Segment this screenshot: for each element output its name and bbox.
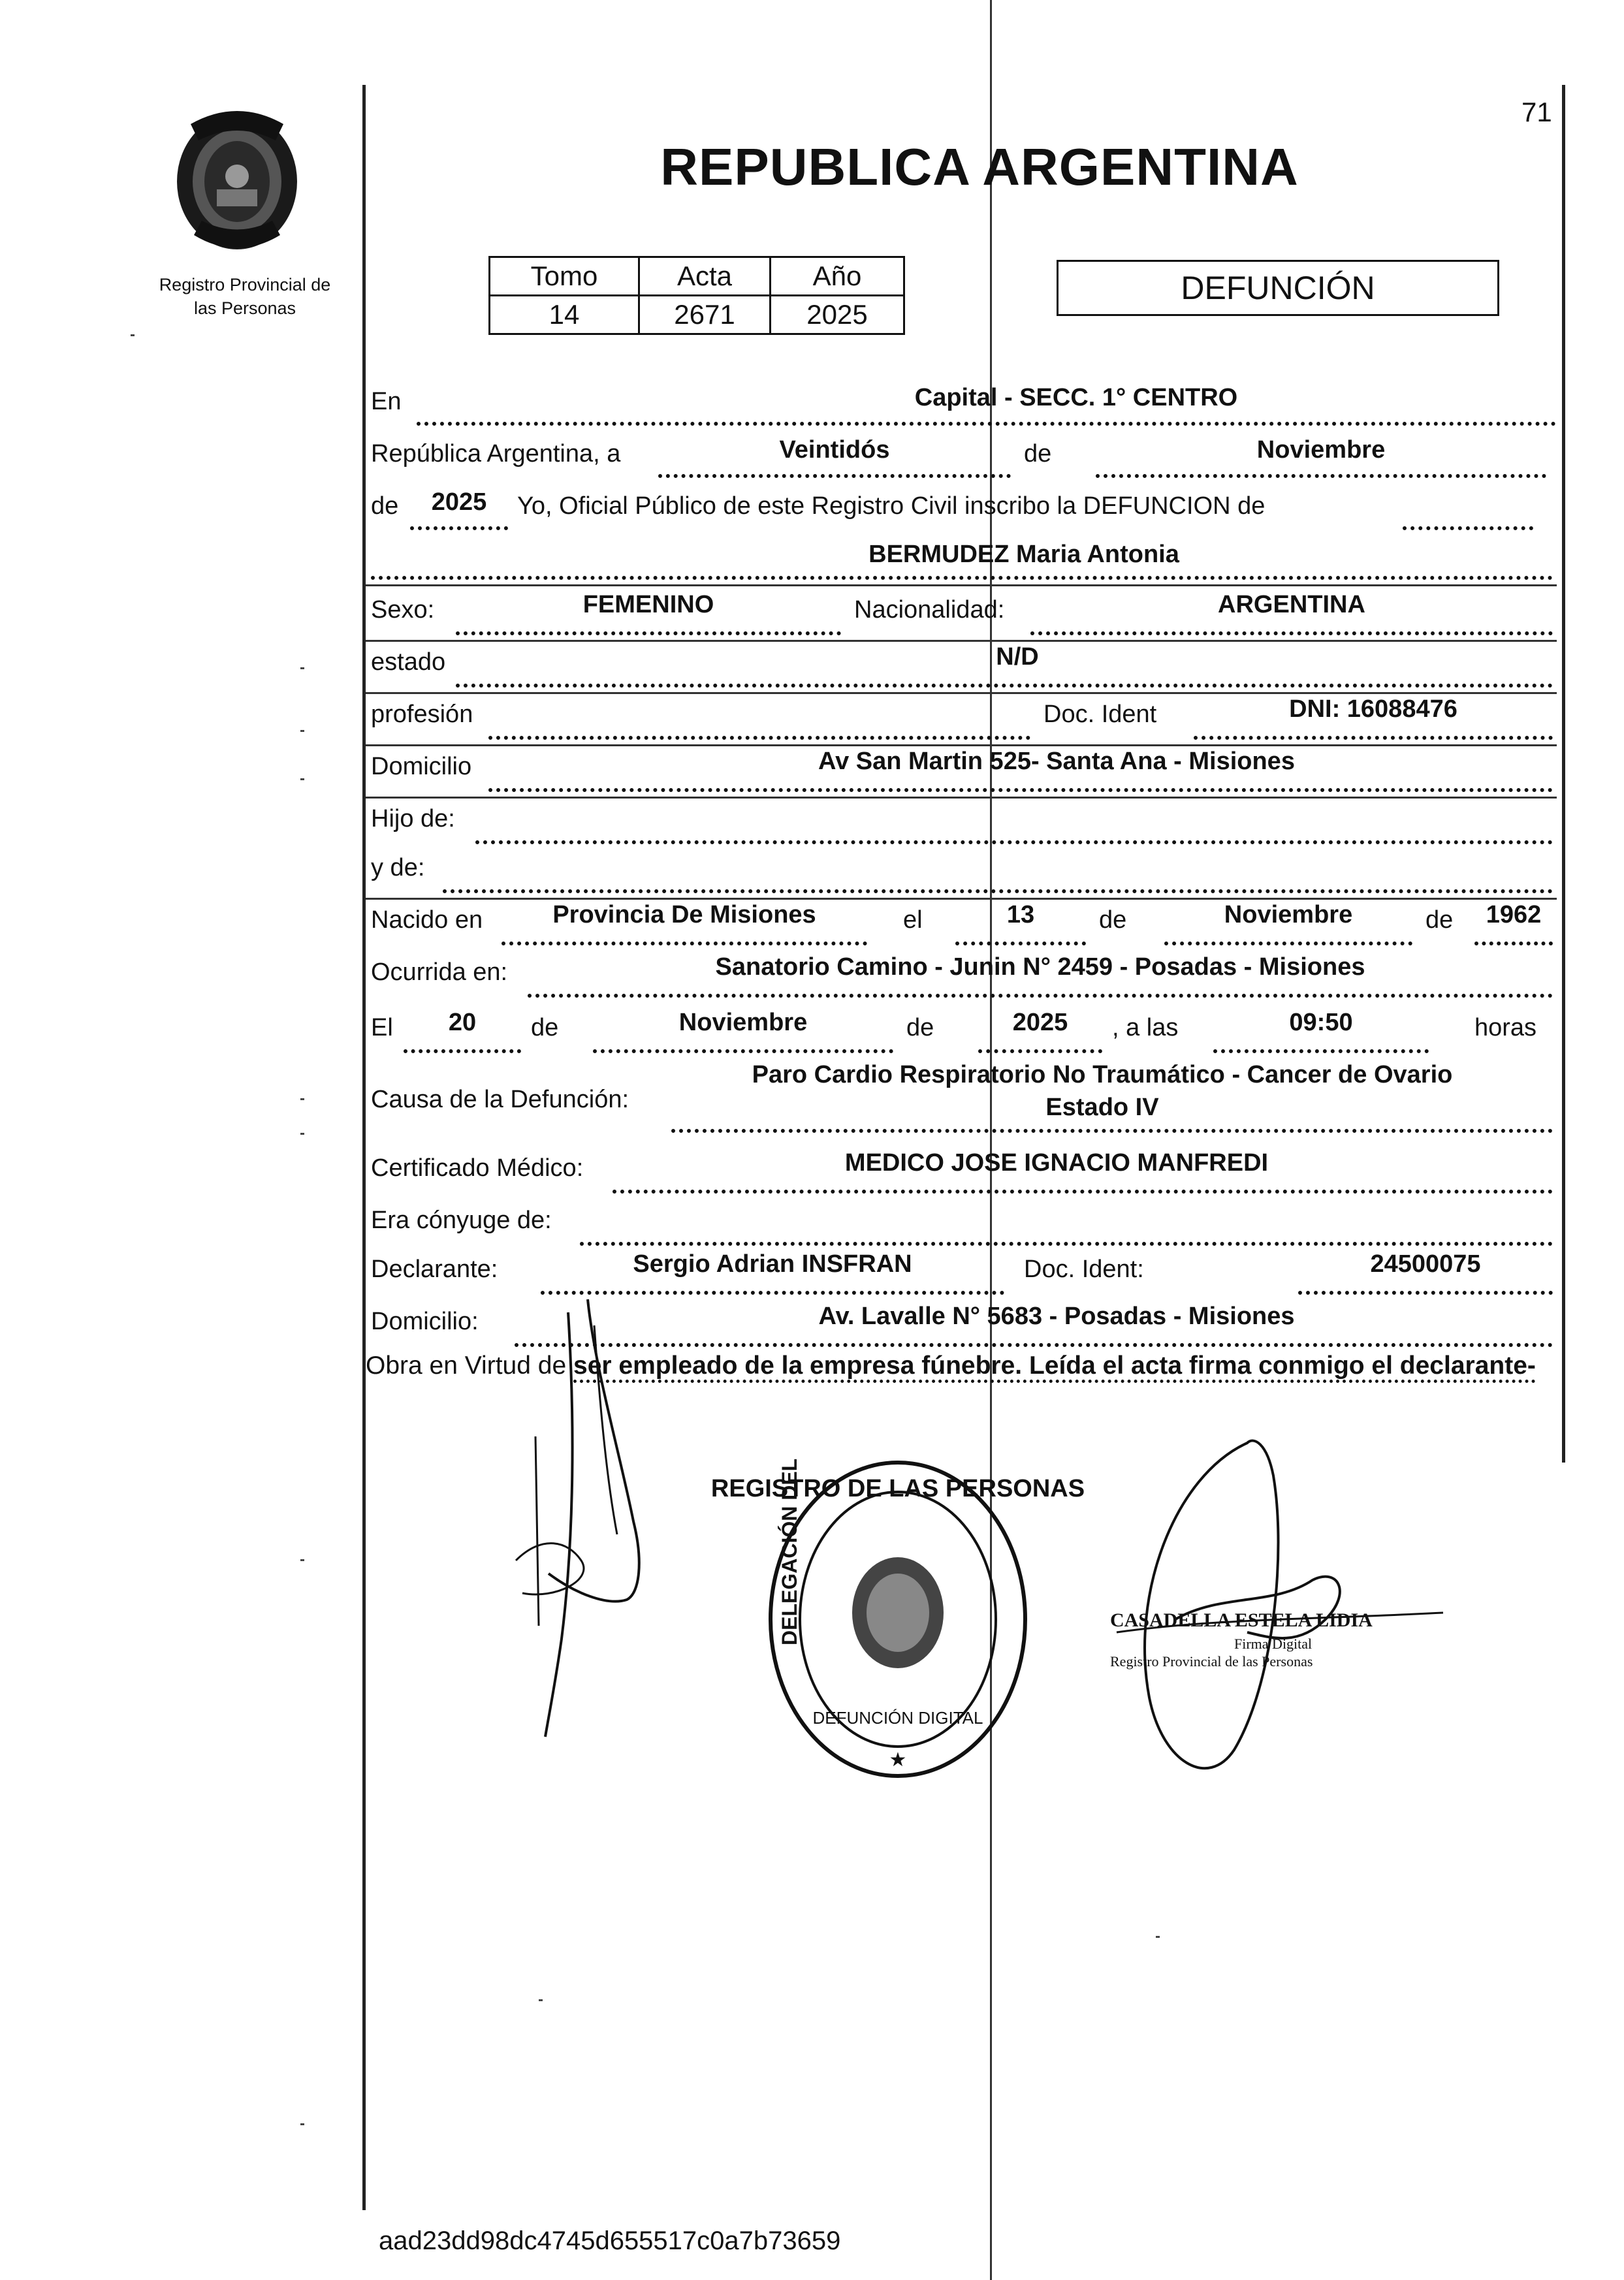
row-declarant: Declarante: Sergio Adrian INSFRAN Doc. Ident: 24500075 xyxy=(371,1250,1553,1296)
page-number: 71 xyxy=(1521,97,1552,127)
place-value: Capital - SECC. 1° CENTRO xyxy=(914,384,1238,411)
row-certificate: Certificado Médico: MEDICO JOSE IGNACIO MANFREDI xyxy=(371,1149,1553,1195)
declarant-value: Sergio Adrian INSFRAN xyxy=(633,1250,912,1278)
cause-line1: Paro Cardio Respiratorio No Traumático - Cancer de Ovario xyxy=(752,1061,1453,1088)
svg-text:DELEGACIÓN DEL: DELEGACIÓN DEL xyxy=(778,1458,801,1645)
tomo-value: 14 xyxy=(490,296,639,334)
registry-label: Registro Provincial de las Personas xyxy=(159,275,331,318)
row-inscription: de 2025 Yo, Oficial Público de este Registro Civil inscribo la DEFUNCION de xyxy=(371,488,1553,534)
row-cause-of-death: Causa de la Defunción: Paro Cardio Respiratorio No Traumático - Cancer de Ovario Estado IV xyxy=(371,1061,1553,1133)
record-type-box: DEFUNCIÓN xyxy=(1057,260,1499,316)
civil-status-value: N/D xyxy=(996,643,1039,671)
left-margin-rule xyxy=(362,85,366,2210)
svg-text:REGISTRO DE LAS PERSONAS: REGISTRO DE LAS PERSONAS xyxy=(710,1475,1085,1502)
official-role1: Firma Digital xyxy=(1234,1636,1313,1652)
document-hash: aad23dd98dc4745d655517c0a7b73659 xyxy=(379,2226,841,2255)
row-en: En Capital - SECC. 1° CENTRO xyxy=(371,384,1553,430)
acta-header: Acta xyxy=(639,257,771,296)
registry-seal-stamp xyxy=(710,1449,1085,1789)
svg-text:DEFUNCIÓN DIGITAL: DEFUNCIÓN DIGITAL xyxy=(812,1708,983,1728)
row-mother: y de: xyxy=(371,849,1553,895)
death-day-value: 20 xyxy=(448,1009,477,1036)
row-sex-nationality: Sexo: FEMENINO Nacionalidad: ARGENTINA xyxy=(371,591,1553,637)
row-death-date: El 20 de Noviembre de 2025 , a las 09:50 horas xyxy=(371,1009,1553,1054)
death-year-value: 2025 xyxy=(1012,1009,1068,1036)
cause-line2: Estado IV xyxy=(1045,1094,1159,1121)
deceased-name-value: BERMUDEZ Maria Antonia xyxy=(868,541,1179,568)
dni-value: DNI: 16088476 xyxy=(1289,695,1457,723)
row-deceased-name xyxy=(371,535,1553,581)
acta-value: 2671 xyxy=(639,296,771,334)
address-value: Av San Martin 525- Santa Ana - Misiones xyxy=(818,748,1295,775)
official-role2: Registro Provincial de las Personas xyxy=(1110,1653,1313,1670)
row-address: Domicilio Av San Martin 525- Santa Ana - Misiones xyxy=(371,748,1553,793)
row-father: Hijo de: xyxy=(371,800,1553,846)
declarant-doc-value: 24500075 xyxy=(1370,1250,1481,1278)
declarant-signature-icon xyxy=(477,1286,686,1743)
declarant-address-value: Av. Lavalle N° 5683 - Posadas - Misiones xyxy=(818,1303,1295,1330)
right-margin-rule xyxy=(1562,85,1565,1463)
row-birth: Nacido en Provincia De Misiones el 13 de Noviembre de 1962 xyxy=(371,901,1553,947)
tomo-header: Tomo xyxy=(490,257,639,296)
year-value: 2025 xyxy=(431,488,487,516)
official-name: CASADELLA ESTELA LIDIA xyxy=(1110,1609,1373,1631)
closing-statement: Obra en Virtud de ser empleado de la empresa fúnebre. Leída el acta firma conmigo el declarante- xyxy=(366,1349,1561,1383)
volume-record-table xyxy=(488,256,905,335)
row-date-words: República Argentina, a Veintidós de Noviembre xyxy=(371,436,1553,482)
anio-header: Año xyxy=(771,257,904,296)
sex-value: FEMENINO xyxy=(582,591,714,618)
birth-month-value: Noviembre xyxy=(1224,901,1353,928)
month-value: Noviembre xyxy=(1256,436,1386,464)
place-of-death-value: Sanatorio Camino - Junin N° 2459 - Posadas - Misiones xyxy=(715,953,1365,981)
row-declarant-address: Domicilio: Av. Lavalle N° 5683 - Posadas - Misiones xyxy=(371,1303,1553,1348)
closing-value: ser empleado de la empresa fúnebre. Leída el acta firma conmigo el declarante- xyxy=(573,1352,1536,1383)
row-profession-doc: profesión Doc. Ident DNI: 16088476 xyxy=(371,695,1553,741)
death-time-value: 09:50 xyxy=(1289,1009,1353,1036)
row-spouse: Era cónyuge de: xyxy=(371,1201,1553,1247)
provincial-crest-icon xyxy=(165,104,310,255)
svg-text:★: ★ xyxy=(889,1749,907,1771)
birth-day-value: 13 xyxy=(1006,901,1035,928)
document-title: REPUBLICA ARGENTINA xyxy=(660,138,1299,196)
birth-year-value: 1962 xyxy=(1486,901,1542,928)
scan-fold-line xyxy=(990,0,992,2280)
row-place-of-death: Ocurrida en: Sanatorio Camino - Junin N° 2459 - Posadas - Misiones xyxy=(371,953,1553,999)
nationality-value: ARGENTINA xyxy=(1218,591,1365,618)
certificate-value: MEDICO JOSE IGNACIO MANFREDI xyxy=(844,1149,1269,1177)
day-words-value: Veintidós xyxy=(779,436,890,464)
death-month-value: Noviembre xyxy=(678,1009,808,1036)
row-civil-status: estado N/D xyxy=(371,643,1553,689)
anio-value: 2025 xyxy=(771,296,904,334)
birthplace-value: Provincia De Misiones xyxy=(552,901,816,928)
